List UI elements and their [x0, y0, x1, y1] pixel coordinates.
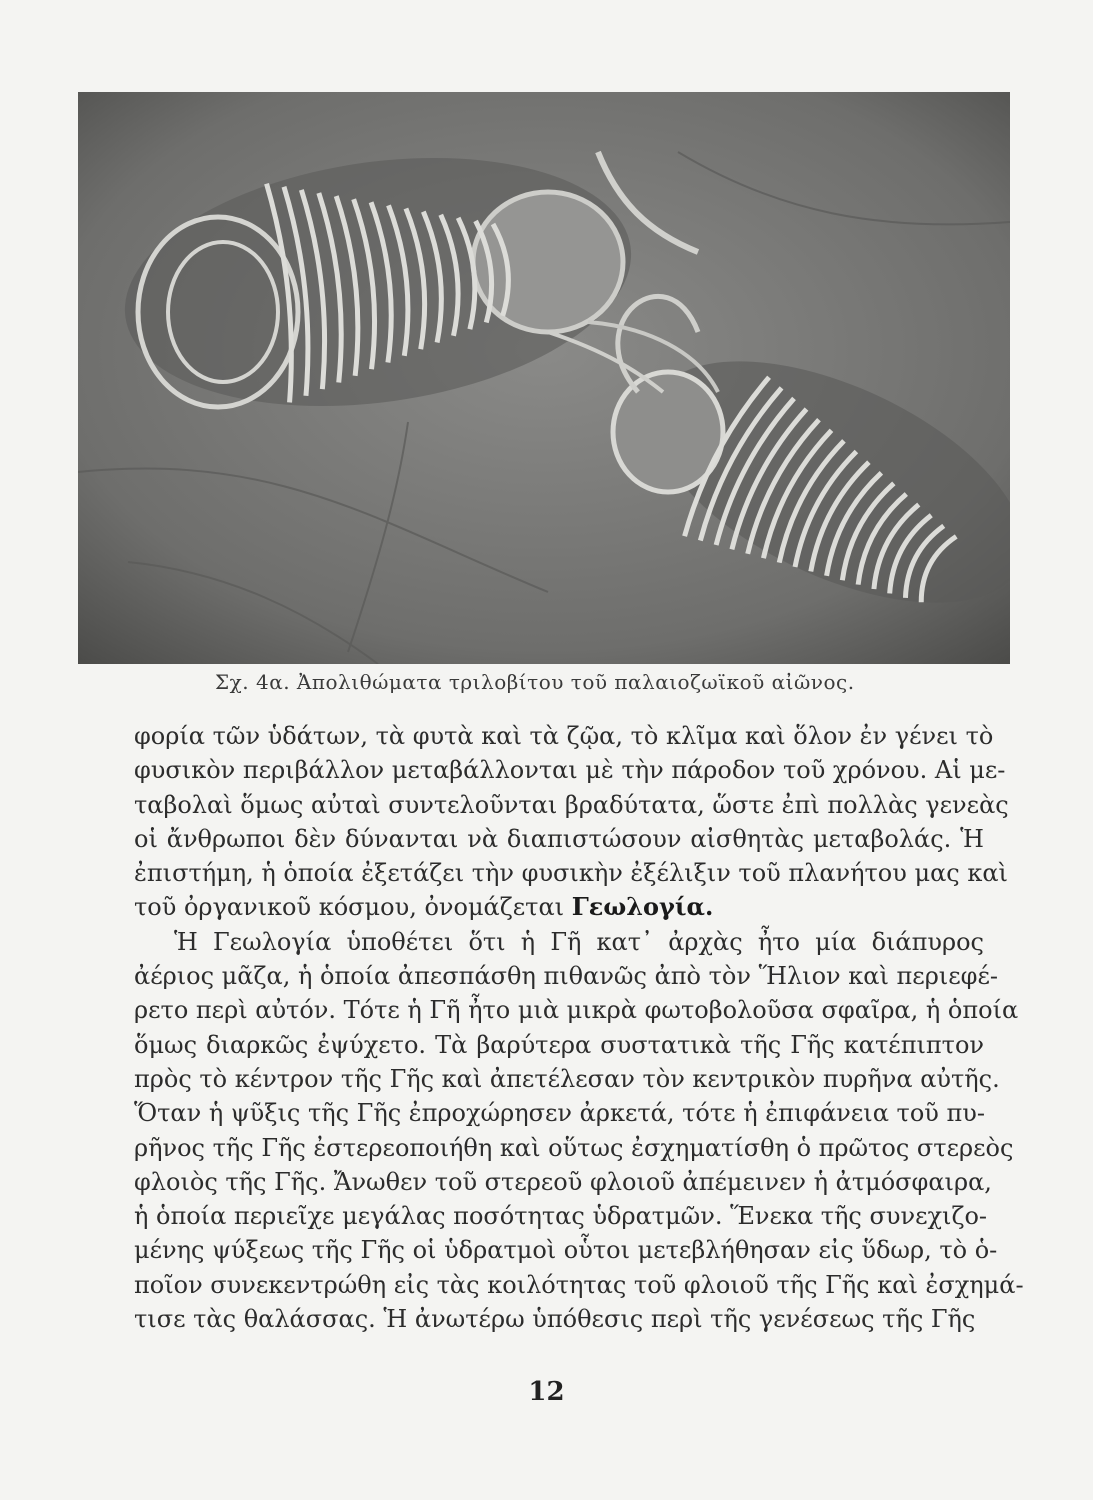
trilobite-fossil-photo: [78, 92, 1010, 664]
term-geologia: Γεωλογία.: [571, 892, 714, 922]
text-line: φορία τῶν ὑδάτων, τὰ φυτὰ καὶ τὰ ζῷα, τὸ κλῖμα καὶ ὅλον ἐν γένει τὸ: [134, 722, 994, 750]
text-line: ἀέριος μᾶζα, ἡ ὁποία ἀπεσπάσθη πιθανῶς ἀπὸ τὸν Ἥλιον καὶ περιεφέ-: [134, 962, 998, 991]
fossil-illustration: [78, 92, 1010, 664]
text-line: φυσικὸν περιβάλλον μεταβάλλονται μὲ τὴν πάροδον τοῦ χρόνου. Αἱ με-: [134, 756, 1006, 785]
text-line: ἐπιστήμη, ἡ ὁποία ἐξετάζει τὴν φυσικὴν ἐξέλιξιν τοῦ πλανήτου μας καὶ: [134, 859, 1008, 888]
text-line: Ἡ Γεωλογία ὑποθέτει ὅτι ἡ Γῆ κατ᾽ ἀρχὰς ἦτο μία διάπυρος: [174, 927, 984, 956]
figure-caption: Σχ. 4α. Ἀπολιθώματα τριλοβίτου τοῦ παλαιοζωϊκοῦ αἰῶνος.: [215, 670, 855, 694]
text-line: [134, 890, 984, 924]
page-number: 12: [528, 1377, 565, 1407]
text-fragment: τοῦ ὀργανικοῦ κόσμου, ὀνομάζεται: [134, 893, 572, 922]
text-line: ὅμως διαρκῶς ἐψύχετο. Τὰ βαρύτερα συστατικὰ τῆς Γῆς κατέπιπτον: [134, 1030, 984, 1059]
text-line: μένης ψύξεως τῆς Γῆς οἱ ὑδρατμοὶ οὗτοι μετεβλήθησαν εἰς ὕδωρ, τὸ ὁ-: [134, 1236, 998, 1265]
text-line: ρῆνος τῆς Γῆς ἐστερεοποιήθη καὶ οὕτως ἐσχηματίσθη ὁ πρῶτος στερεὸς: [134, 1133, 1014, 1162]
text-line: ἡ ὁποία περιεῖχε μεγάλας ποσότητας ὑδρατμῶν. Ἕνεκα τῆς συνεχιζο-: [134, 1202, 988, 1231]
text-line: οἱ ἄνθρωποι δὲν δύνανται νὰ διαπιστώσουν αἰσθητὰς μεταβολάς. Ἡ: [134, 824, 984, 853]
body-text: [134, 719, 1024, 1336]
text-line: ποῖον συνεκεντρώθη εἰς τὰς κοιλότητας τοῦ φλοιοῦ τῆς Γῆς καὶ ἐσχημά-: [134, 1270, 1024, 1299]
text-line: φλοιὸς τῆς Γῆς. Ἄνωθεν τοῦ στερεοῦ φλοιοῦ ἀπέμεινεν ἡ ἀτμόσφαιρα,: [134, 1167, 992, 1196]
text-line: πρὸς τὸ κέντρον τῆς Γῆς καὶ ἀπετέλεσαν τὸν κεντρικὸν πυρῆνα αὐτῆς.: [134, 1064, 1000, 1093]
text-line: ρετο περὶ αὐτόν. Τότε ἡ Γῆ ἦτο μιὰ μικρὰ φωτοβολοῦσα σφαῖρα, ἡ ὁποία: [134, 996, 1019, 1025]
text-line: Ὅταν ἡ ψῦξις τῆς Γῆς ἐπροχώρησεν ἀρκετά, τότε ἡ ἐπιφάνεια τοῦ πυ-: [134, 1099, 985, 1128]
text-line: ταβολαὶ ὅμως αὐταὶ συντελοῦνται βραδύτατα, ὥστε ἐπὶ πολλὰς γενεὰς: [134, 790, 1009, 819]
text-line: τισε τὰς θαλάσσας. Ἡ ἀνωτέρω ὑπόθεσις περὶ τῆς γενέσεως τῆς Γῆς: [134, 1305, 976, 1334]
